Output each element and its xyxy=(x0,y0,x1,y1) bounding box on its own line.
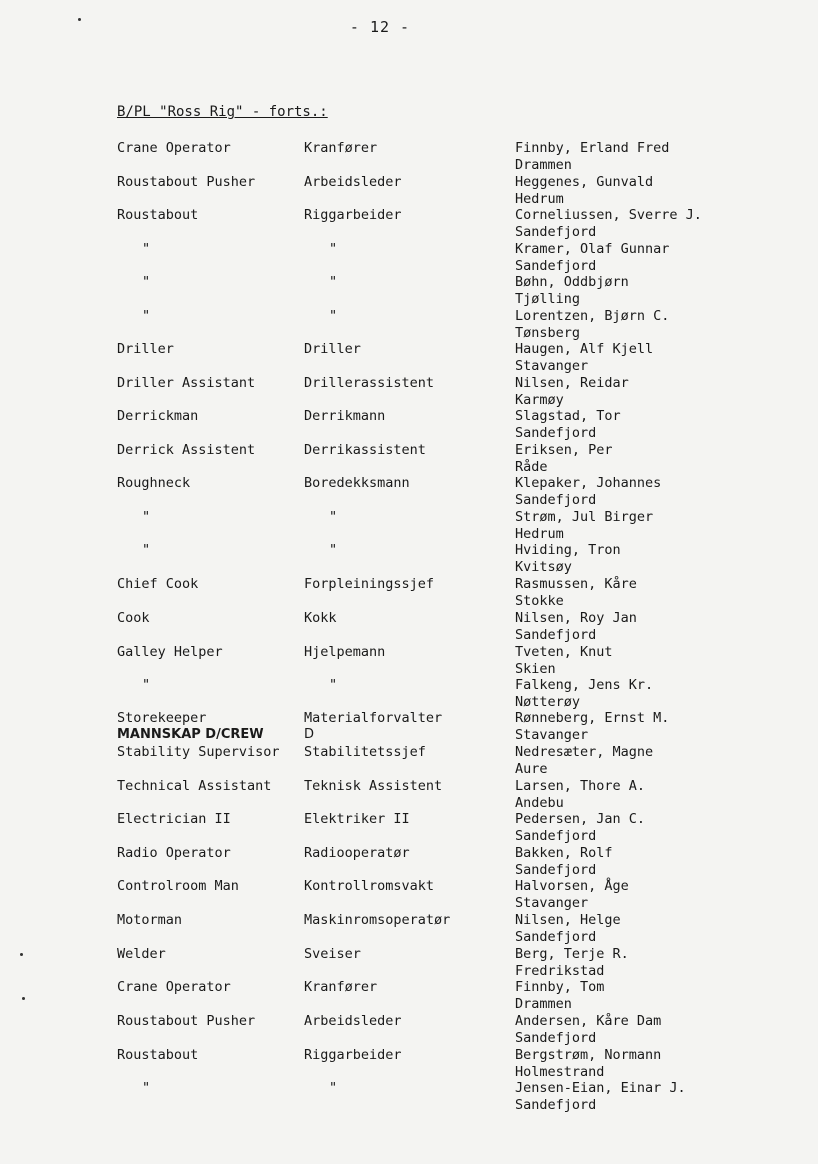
crew-member xyxy=(515,308,669,342)
crew-member xyxy=(515,1047,661,1081)
position-english: " xyxy=(142,509,151,525)
crew-name: Kramer, Olaf Gunnar xyxy=(515,241,670,257)
position-norwegian: Driller xyxy=(304,341,361,357)
crew-hometown: Sandefjord xyxy=(515,223,597,240)
position-english: Technical Assistant xyxy=(117,778,272,794)
crew-row xyxy=(0,644,818,678)
position-english: " xyxy=(142,274,151,290)
crew-row xyxy=(0,845,818,879)
crew-member xyxy=(515,375,629,409)
crew-row xyxy=(0,744,818,778)
crew-name: Larsen, Thore A. xyxy=(515,778,646,794)
crew-name: Bøhn, Oddbjørn xyxy=(515,274,629,290)
crew-hometown: Skien xyxy=(515,660,556,677)
crew-member xyxy=(515,610,637,644)
crew-row xyxy=(0,1013,818,1047)
crew-row xyxy=(0,1080,818,1114)
crew-member xyxy=(515,946,629,980)
position-norwegian: " xyxy=(329,308,338,324)
crew-name: Haugen, Alf Kjell xyxy=(515,341,654,357)
crew-name: Andersen, Kåre Dam xyxy=(515,1013,662,1029)
scan-speck xyxy=(20,953,23,956)
crew-member xyxy=(515,509,653,543)
crew-member xyxy=(515,274,629,308)
position-norwegian: Radiooperatør xyxy=(304,845,410,861)
mannskap-crew-suffix: D xyxy=(304,727,315,742)
crew-hometown: Hedrum xyxy=(515,525,564,542)
crew-hometown: Drammen xyxy=(515,156,572,173)
position-norwegian: " xyxy=(329,542,338,558)
position-english: Controlroom Man xyxy=(117,878,239,894)
position-norwegian: Kontrollromsvakt xyxy=(304,878,435,894)
position-english: Crane Operator xyxy=(117,140,231,156)
crew-member xyxy=(515,677,653,711)
crew-hometown: Råde xyxy=(515,458,548,475)
section-heading: B/PL "Ross Rig" - forts.: xyxy=(117,104,328,120)
position-norwegian: Riggarbeider xyxy=(304,207,402,223)
crew-row xyxy=(0,811,818,845)
position-norwegian: Maskinromsoperatør xyxy=(304,912,451,928)
position-english: Crane Operator xyxy=(117,979,231,995)
scan-speck xyxy=(22,997,25,1000)
crew-hometown: Stavanger xyxy=(515,726,589,743)
position-english: Derrickman xyxy=(117,408,199,424)
crew-name: Pedersen, Jan C. xyxy=(515,811,646,827)
position-english: Roughneck xyxy=(117,475,191,491)
crew-member xyxy=(515,912,621,946)
crew-hometown: Stavanger xyxy=(515,357,589,374)
position-norwegian: Boredekksmann xyxy=(304,475,410,491)
crew-hometown: Drammen xyxy=(515,995,572,1012)
scan-speck xyxy=(78,18,81,21)
crew-hometown: Tjølling xyxy=(515,290,581,307)
crew-name: Rønneberg, Ernst M. xyxy=(515,710,670,726)
position-english: Chief Cook xyxy=(117,576,199,592)
crew-name: Rasmussen, Kåre xyxy=(515,576,637,592)
crew-row xyxy=(0,408,818,442)
position-english: Roustabout Pusher xyxy=(117,174,256,190)
crew-row xyxy=(0,475,818,509)
crew-member xyxy=(515,778,645,812)
crew-row xyxy=(0,308,818,342)
crew-row xyxy=(0,1047,818,1081)
crew-member xyxy=(515,408,621,442)
position-norwegian: Riggarbeider xyxy=(304,1047,402,1063)
crew-hometown: Aure xyxy=(515,760,548,777)
position-english: Cook xyxy=(117,610,150,626)
crew-hometown: Fredrikstad xyxy=(515,962,605,979)
position-english: " xyxy=(142,241,151,257)
crew-member xyxy=(515,845,613,879)
position-norwegian: Drillerassistent xyxy=(304,375,435,391)
crew-row xyxy=(0,912,818,946)
position-norwegian: Hjelpemann xyxy=(304,644,386,660)
position-norwegian: " xyxy=(329,274,338,290)
crew-member xyxy=(515,878,629,912)
position-norwegian: Teknisk Assistent xyxy=(304,778,443,794)
position-english: Radio Operator xyxy=(117,845,231,861)
crew-row xyxy=(0,946,818,980)
crew-hometown: Sandefjord xyxy=(515,491,597,508)
crew-hometown: Sandefjord xyxy=(515,861,597,878)
crew-hometown: Stavanger xyxy=(515,894,589,911)
position-english: Roustabout xyxy=(117,1047,199,1063)
position-english: Galley Helper xyxy=(117,644,223,660)
crew-member xyxy=(515,174,653,208)
position-norwegian: Kranfører xyxy=(304,140,378,156)
crew-member xyxy=(515,1013,661,1047)
position-norwegian: Stabilitetssjef xyxy=(304,744,426,760)
position-english: Electrician II xyxy=(117,811,231,827)
position-english: " xyxy=(142,677,151,693)
crew-member xyxy=(515,442,613,476)
position-english: Driller Assistant xyxy=(117,375,256,391)
crew-name: Finnby, Erland Fred xyxy=(515,140,670,156)
crew-hometown: Tønsberg xyxy=(515,324,581,341)
position-norwegian: Arbeidsleder xyxy=(304,1013,402,1029)
crew-member xyxy=(515,1080,686,1114)
position-english: Roustabout xyxy=(117,207,199,223)
crew-row xyxy=(0,174,818,208)
crew-hometown: Sandefjord xyxy=(515,928,597,945)
position-english: Storekeeper xyxy=(117,710,207,726)
crew-hometown: Stokke xyxy=(515,592,564,609)
crew-member xyxy=(515,811,645,845)
position-english: " xyxy=(142,1080,151,1096)
crew-name: Nilsen, Roy Jan xyxy=(515,610,637,626)
crew-member xyxy=(515,744,653,778)
crew-name: Bakken, Rolf xyxy=(515,845,613,861)
crew-name: Berg, Terje R. xyxy=(515,946,629,962)
crew-hometown: Sandefjord xyxy=(515,1029,597,1046)
mannskap-crew-label: MANNSKAP D/CREW xyxy=(117,727,264,742)
crew-row xyxy=(0,140,818,174)
crew-row xyxy=(0,375,818,409)
crew-name: Slagstad, Tor xyxy=(515,408,621,424)
crew-name: Halvorsen, Åge xyxy=(515,878,629,894)
crew-name: Corneliussen, Sverre J. xyxy=(515,207,702,223)
crew-member xyxy=(515,207,702,241)
crew-row xyxy=(0,509,818,543)
crew-member xyxy=(515,241,669,275)
position-english: Stability Supervisor xyxy=(117,744,280,760)
crew-hometown: Kvitsøy xyxy=(515,558,572,575)
crew-hometown: Sandefjord xyxy=(515,1096,597,1113)
crew-row xyxy=(0,341,818,375)
position-norwegian: " xyxy=(329,509,338,525)
position-norwegian: Arbeidsleder xyxy=(304,174,402,190)
crew-row xyxy=(0,207,818,241)
position-norwegian: Derrikassistent xyxy=(304,442,426,458)
crew-member xyxy=(515,341,653,375)
position-norwegian: " xyxy=(329,241,338,257)
crew-member xyxy=(515,710,669,744)
position-english: Welder xyxy=(117,946,166,962)
position-english: " xyxy=(142,308,151,324)
crew-name: Klepaker, Johannes xyxy=(515,475,662,491)
crew-name: Nedresæter, Magne xyxy=(515,744,654,760)
position-english: Motorman xyxy=(117,912,183,928)
crew-hometown: Nøtterøy xyxy=(515,693,581,710)
crew-name: Finnby, Tom xyxy=(515,979,605,995)
position-norwegian: Materialforvalter xyxy=(304,710,443,726)
position-english: Driller xyxy=(117,341,174,357)
position-english: " xyxy=(142,542,151,558)
crew-name: Falkeng, Jens Kr. xyxy=(515,677,654,693)
crew-row xyxy=(0,542,818,576)
crew-name: Strøm, Jul Birger xyxy=(515,509,654,525)
position-norwegian: Forpleiningssjef xyxy=(304,576,435,592)
crew-name: Tveten, Knut xyxy=(515,644,613,660)
crew-hometown: Sandefjord xyxy=(515,257,597,274)
crew-member xyxy=(515,140,669,174)
crew-name: Jensen-Eian, Einar J. xyxy=(515,1080,686,1096)
position-norwegian: Kranfører xyxy=(304,979,378,995)
crew-name: Nilsen, Reidar xyxy=(515,375,629,391)
position-english: Derrick Assistent xyxy=(117,442,256,458)
crew-name: Heggenes, Gunvald xyxy=(515,174,654,190)
crew-row xyxy=(0,979,818,1013)
crew-hometown: Hedrum xyxy=(515,190,564,207)
crew-hometown: Holmestrand xyxy=(515,1063,605,1080)
crew-member xyxy=(515,644,613,678)
crew-row xyxy=(0,274,818,308)
crew-row xyxy=(0,576,818,610)
crew-member xyxy=(515,475,661,509)
crew-name: Eriksen, Per xyxy=(515,442,613,458)
crew-row xyxy=(0,241,818,275)
position-norwegian: Kokk xyxy=(304,610,337,626)
crew-member xyxy=(515,576,637,610)
crew-name: Lorentzen, Bjørn C. xyxy=(515,308,670,324)
crew-hometown: Sandefjord xyxy=(515,626,597,643)
crew-name: Hviding, Tron xyxy=(515,542,621,558)
crew-row xyxy=(0,677,818,711)
crew-hometown: Sandefjord xyxy=(515,827,597,844)
position-norwegian: Sveiser xyxy=(304,946,361,962)
crew-hometown: Karmøy xyxy=(515,391,564,408)
position-norwegian: Derrikmann xyxy=(304,408,386,424)
crew-name: Nilsen, Helge xyxy=(515,912,621,928)
position-norwegian: Elektriker II xyxy=(304,811,410,827)
crew-row xyxy=(0,442,818,476)
crew-name: Bergstrøm, Normann xyxy=(515,1047,662,1063)
crew-row xyxy=(0,878,818,912)
crew-member xyxy=(515,542,621,576)
crew-row xyxy=(0,610,818,644)
crew-hometown: Andebu xyxy=(515,794,564,811)
crew-member xyxy=(515,979,604,1013)
position-english: Roustabout Pusher xyxy=(117,1013,256,1029)
position-norwegian: " xyxy=(329,677,338,693)
crew-row xyxy=(0,778,818,812)
crew-hometown: Sandefjord xyxy=(515,424,597,441)
page-number: - 12 - xyxy=(349,18,411,36)
position-norwegian: " xyxy=(329,1080,338,1096)
